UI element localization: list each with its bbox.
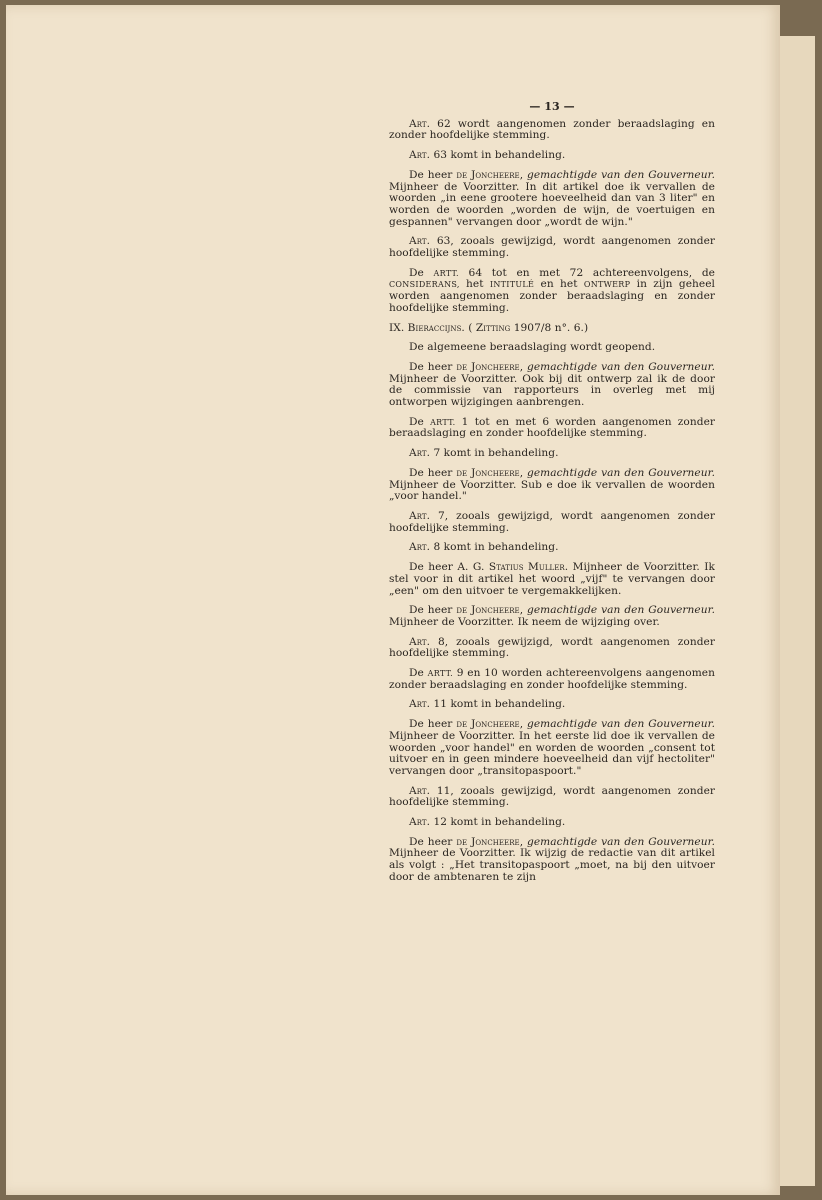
paragraph: De heer de Joncheere, gemachtigde van den Gouverneur. Mijnheer de Voorzitter. Sub e doe ik vervallen de woorden „voor handel." (389, 466, 715, 503)
paragraph: De heer de Joncheere, gemachtigde van den Gouverneur. Mijnheer de Voorzitter. In het eerste lid doe ik vervallen de woorden „voor handel" en worden de woorden „consent tot uitvoer en in geen mindere hoeveelheid dan vijf hectoliter" vervangen door „transitopaspoort." (389, 718, 715, 777)
paragraph: De heer A. G. Statius Muller. Mijnheer de Voorzitter. Ik stel voor in dit artikel het woord „vijf" te vervangen door „een" om den uitvoer te vergemakkelijken. (389, 561, 715, 597)
paragraph: De heer de Joncheere, gemachtigde van den Gouverneur. Mijnheer de Voorzitter. Ook bij dit ontwerp zal ik de door de commissie van rapporteurs in overleg met mij ontworpen wijzigingen aanbrengen. (389, 360, 715, 409)
paragraph: Art. 8, zooals gewijzigd, wordt aangenomen zonder hoofdelijke stemming. (389, 635, 715, 660)
paragraph: Art. 63 komt in behandeling. (409, 149, 566, 162)
page-number: — 13 — (529, 100, 575, 113)
paragraph: De algemeene beraadslaging wordt geopend. (409, 341, 656, 354)
document-page (6, 5, 780, 1195)
paragraph: De ARTT. 64 tot en met 72 achtereenvolgens, de CONSIDERANS, het INTITULÉ en het ONTWERP in zijn geheel worden aangenomen zonder beraadslaging en zonder hoofdelijke stemming. (389, 266, 715, 314)
section-heading: IX. Bieraccijns. ( Zitting 1907/8 n°. 6.) (389, 321, 589, 334)
text-column (389, 101, 715, 892)
paragraph: De heer de Joncheere, gemachtigde van den Gouverneur. Mijnheer de Voorzitter. Ik neem de wijziging over. (389, 604, 715, 628)
paragraph: De heer de Joncheere, gemachtigde van den Gouverneur. Mijnheer de Voorzitter. Ik wijzig de redactie van dit artikel als volgt : „Het transitopaspoort „moet, na bij den uitvoer door de ambtenaren te zijn (389, 835, 715, 883)
paragraph: De heer de Joncheere, gemachtigde van den Gouverneur. Mijnheer de Voorzitter. In dit artikel doe ik vervallen de woorden „in eene grootere hoeveelheid dan van 3 liter" en worden de woorden „worden de wijn, de voertuigen en gespannen" vervangen door „wordt de wijn." (389, 168, 715, 228)
paragraph: De ARTT. 1 tot en met 6 worden aangenomen zonder beraadslaging en zonder hoofdelijke stemming. (389, 415, 715, 440)
paragraph: Art. 11, zooals gewijzigd, wordt aangenomen zonder hoofdelijke stemming. (389, 784, 715, 809)
paragraph: Art. 8 komt in behandeling. (409, 541, 559, 554)
paragraph: Art. 62 wordt aangenomen zonder beraadslaging en zonder hoofdelijke stemming. (389, 117, 715, 142)
paragraph: De ARTT. 9 en 10 worden achtereenvolgens aangenomen zonder beraadslaging en zonder hoofdelijke stemming. (389, 667, 715, 691)
paragraph: Art. 7 komt in behandeling. (409, 447, 559, 460)
paragraph: Art. 11 komt in behandeling. (409, 698, 566, 711)
paragraph: Art. 7, zooals gewijzigd, wordt aangenomen zonder hoofdelijke stemming. (389, 509, 715, 534)
paragraph: Art. 12 komt in behandeling. (409, 816, 566, 829)
paragraph: Art. 63, zooals gewijzigd, wordt aangenomen zonder hoofdelijke stemming. (389, 235, 715, 260)
